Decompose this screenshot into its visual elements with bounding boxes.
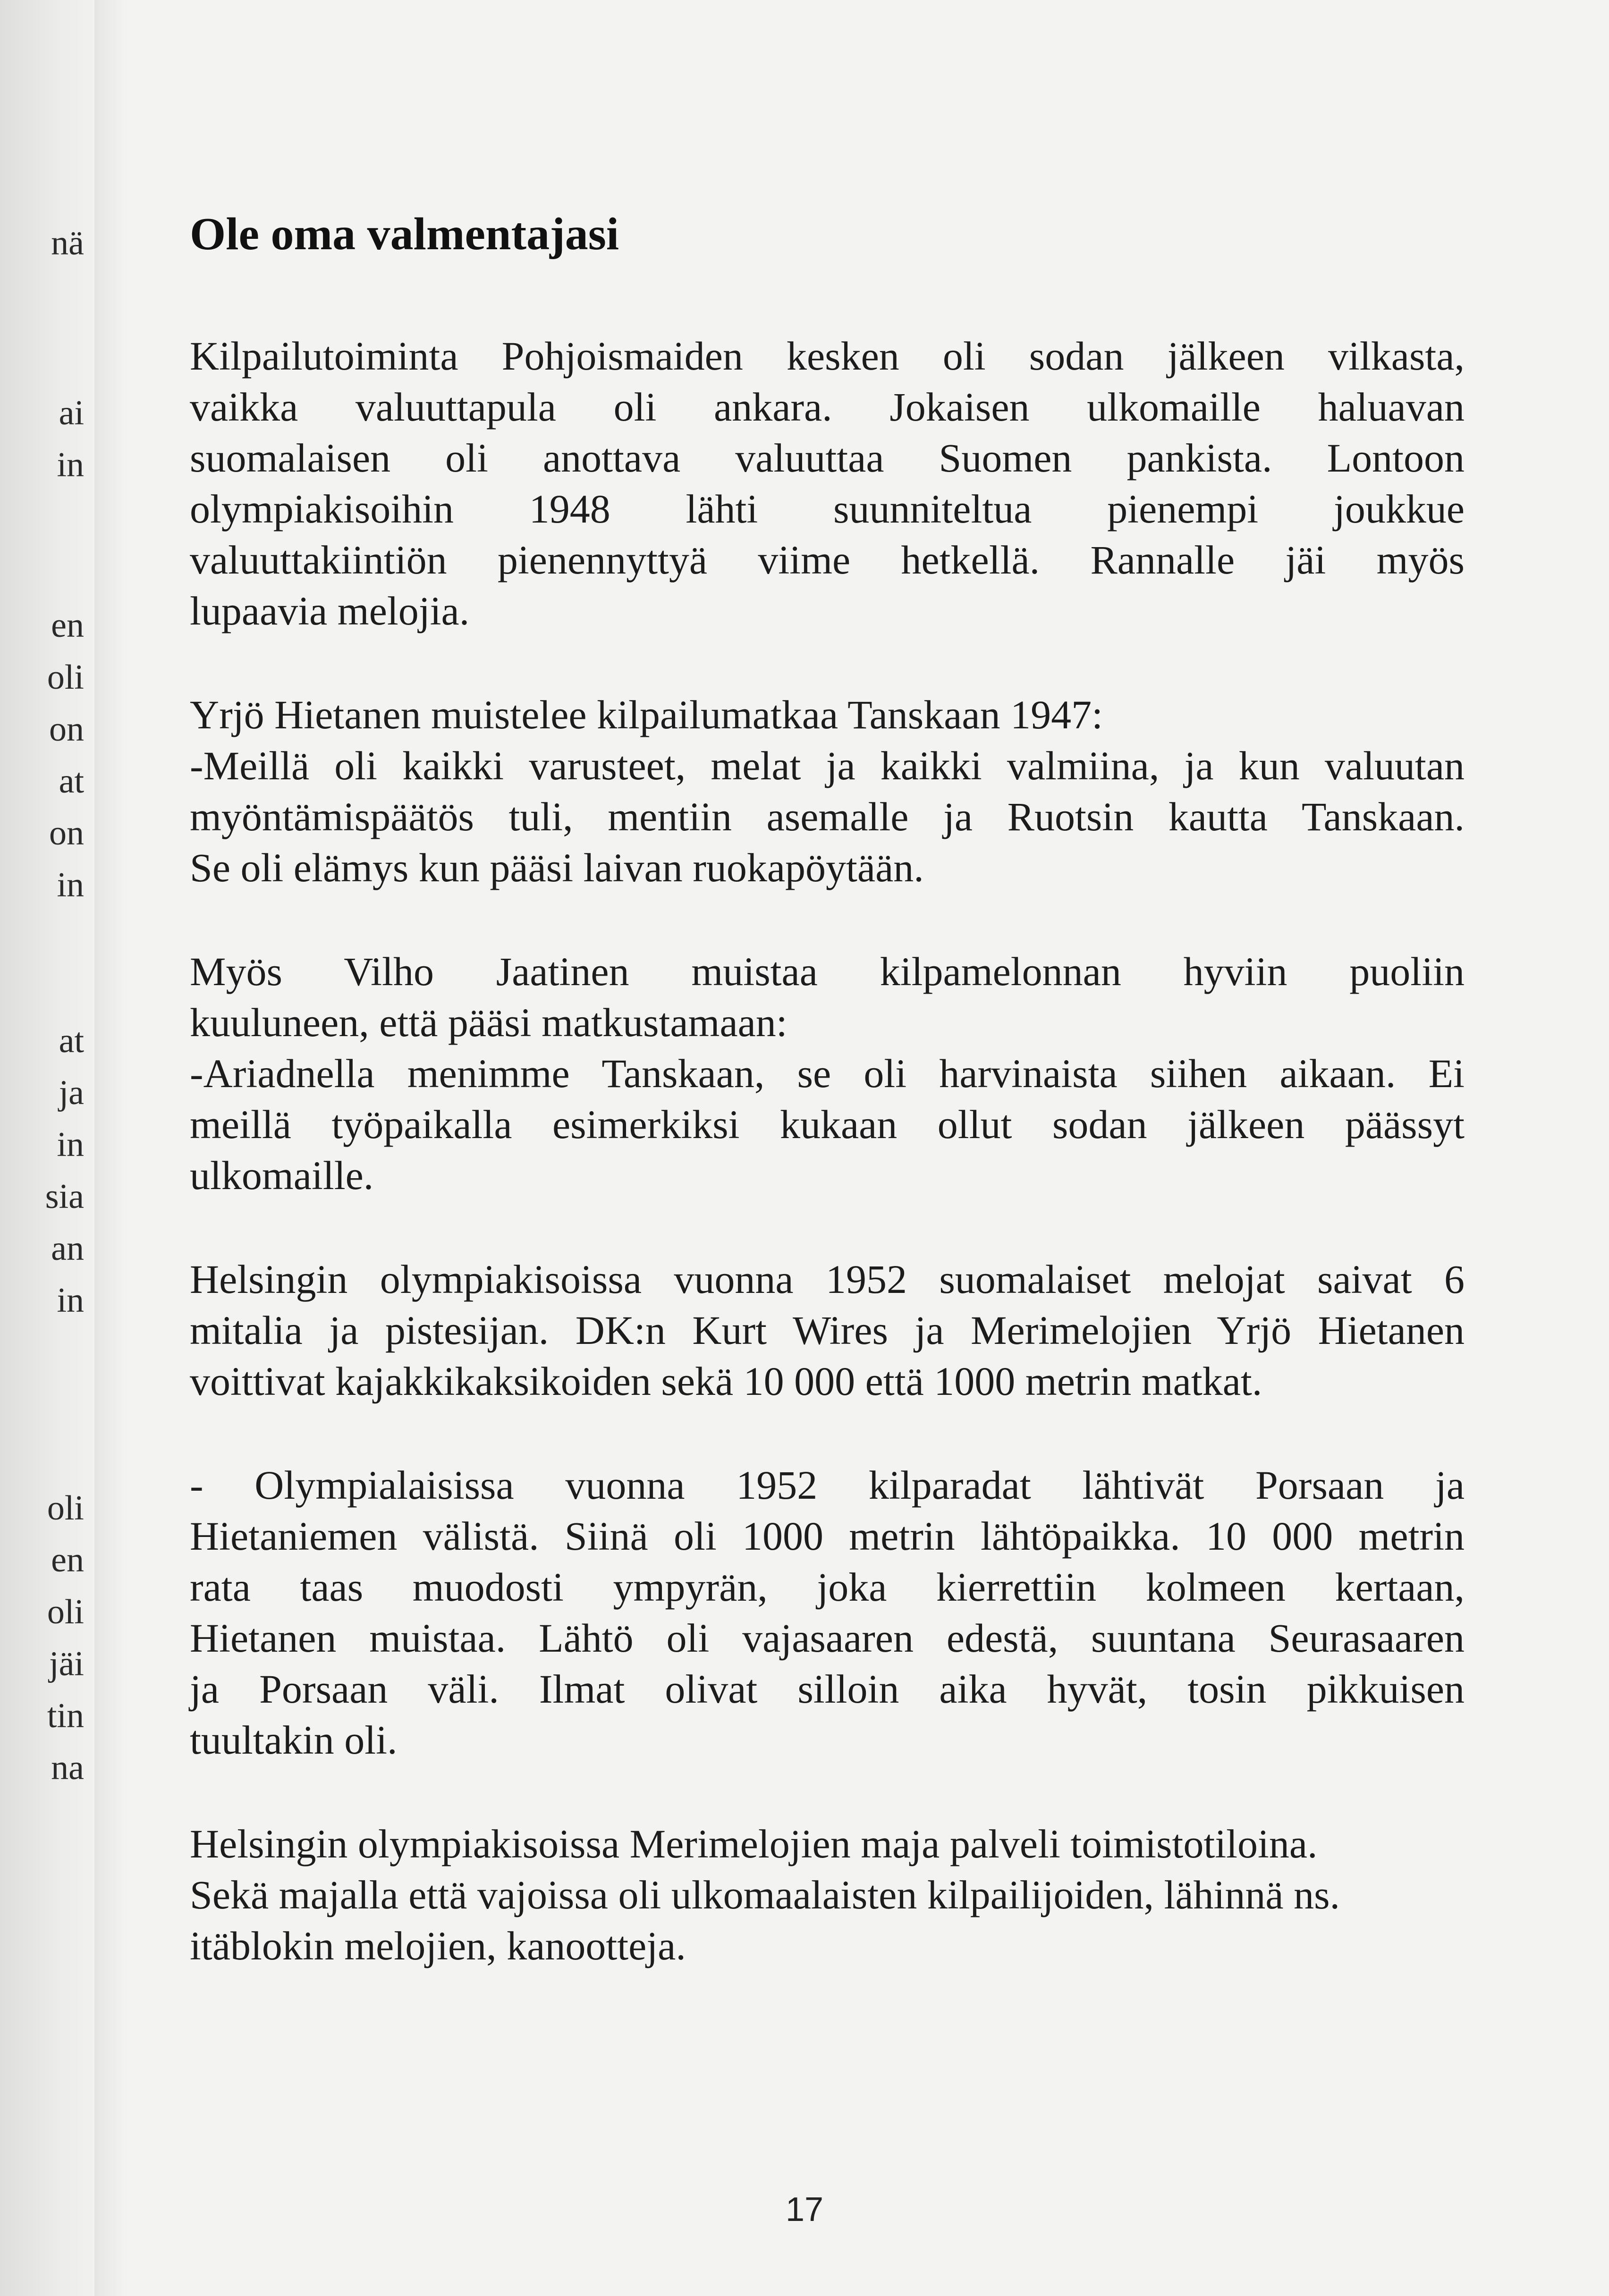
section-heading: Ole oma valmentajasi: [190, 209, 619, 260]
paragraph-2: [190, 689, 1465, 893]
text-line: kuuluneen, että pääsi matkustamaan:: [190, 1000, 788, 1045]
text-line: Sekä majalla että vajoissa oli ulkomaalaisten kilpailijoiden, lähinnä ns.: [190, 1872, 1340, 1917]
left-page-bleed: [0, 0, 94, 2296]
text-line: Myös Vilho Jaatinen muistaa kilpamelonnan hyviin puoliin: [190, 949, 1465, 994]
text-line: suomalaisen oli anottava valuuttaa Suomen pankista. Lontoon: [190, 435, 1465, 481]
text-line: Helsingin olympiakisoissa Merimelojien maja palveli toimistotiloina.: [190, 1821, 1318, 1866]
text-line: valuuttakiintiön pienennyttyä viime hetkellä. Rannalle jäi myös: [190, 537, 1465, 582]
text-line: ulkomaille.: [190, 1153, 374, 1198]
bleed-word: in: [57, 446, 84, 484]
bleed-word: en: [51, 1541, 84, 1579]
paragraph-5: [190, 1460, 1465, 1765]
bleed-word: jäi: [49, 1645, 84, 1683]
bleed-word: oli: [47, 1489, 84, 1528]
bleed-word: in: [57, 1281, 84, 1320]
text-line: - Olympialaisissa vuonna 1952 kilparadat lähtivät Porsaan ja: [190, 1462, 1465, 1508]
text-line: Hietaniemen välistä. Siinä oli 1000 metrin lähtöpaikka. 10 000 metrin: [190, 1513, 1465, 1559]
bleed-word: an: [51, 1229, 84, 1268]
bleed-word: oli: [47, 1593, 84, 1631]
text-line: Helsingin olympiakisoissa vuonna 1952 suomalaiset melojat saivat 6: [190, 1257, 1465, 1302]
paragraph-6: [190, 1818, 1465, 1971]
text-line: Hietanen muistaa. Lähtö oli vajasaaren edestä, suuntana Seurasaaren: [190, 1615, 1465, 1661]
text-line: Kilpailutoiminta Pohjoismaiden kesken oli sodan jälkeen vilkasta,: [190, 333, 1465, 379]
fold-shadow: [94, 0, 127, 2296]
bleed-word: at: [59, 1021, 84, 1060]
page-number: 17: [785, 2191, 824, 2228]
text-line: voittivat kajakkikaksikoiden sekä 10 000 että 1000 metrin matkat.: [190, 1359, 1262, 1404]
bleed-word: in: [57, 866, 84, 904]
bleed-word: on: [49, 814, 84, 853]
bleed-word: nä: [51, 224, 84, 262]
bleed-word: na: [51, 1748, 84, 1787]
text-line: Yrjö Hietanen muistelee kilpailumatkaa Tanskaan 1947:: [190, 692, 1103, 737]
bleed-word: tin: [47, 1697, 84, 1735]
paragraph-1: [190, 330, 1465, 636]
paragraph-4: [190, 1254, 1465, 1407]
page-body: [190, 208, 1465, 2024]
bleed-word: at: [59, 762, 84, 801]
text-line: ja Porsaan väli. Ilmat olivat silloin aika hyvät, tosin pikkuisen: [190, 1666, 1465, 1712]
text-line: -Meillä oli kaikki varusteet, melat ja kaikki valmiina, ja kun valuutan: [190, 743, 1465, 788]
bleed-word: en: [51, 606, 84, 645]
text-line: mitalia ja pistesijan. DK:n Kurt Wires ja Merimelojien Yrjö Hietanen: [190, 1308, 1465, 1353]
bleed-word: ai: [59, 394, 84, 432]
text-line: rata taas muodosti ympyrän, joka kierrettiin kolmeen kertaan,: [190, 1564, 1465, 1610]
bleed-word: sia: [45, 1177, 84, 1216]
text-line: Se oli elämys kun pääsi laivan ruokapöytään.: [190, 845, 924, 890]
bleed-word: oli: [47, 658, 84, 697]
text-line: itäblokin melojien, kanootteja.: [190, 1923, 686, 1968]
text-line: meillä työpaikalla esimerkiksi kukaan ollut sodan jälkeen päässyt: [190, 1102, 1465, 1147]
text-line: olympiakisoihin 1948 lähti suunniteltua pienempi joukkue: [190, 486, 1465, 532]
paragraph-3: [190, 946, 1465, 1201]
text-line: -Ariadnella menimme Tanskaan, se oli harvinaista siihen aikaan. Ei: [190, 1051, 1465, 1096]
text-line: tuultakin oli.: [190, 1717, 398, 1763]
text-line: vaikka valuuttapula oli ankara. Jokaisen ulkomaille haluavan: [190, 384, 1465, 430]
bleed-word: in: [57, 1125, 84, 1164]
text-line: myöntämispäätös tuli, mentiin asemalle ja Ruotsin kautta Tanskaan.: [190, 794, 1465, 839]
text-line: lupaavia melojia.: [190, 588, 470, 633]
bleed-word: ja: [59, 1073, 84, 1112]
bleed-word: on: [49, 710, 84, 749]
